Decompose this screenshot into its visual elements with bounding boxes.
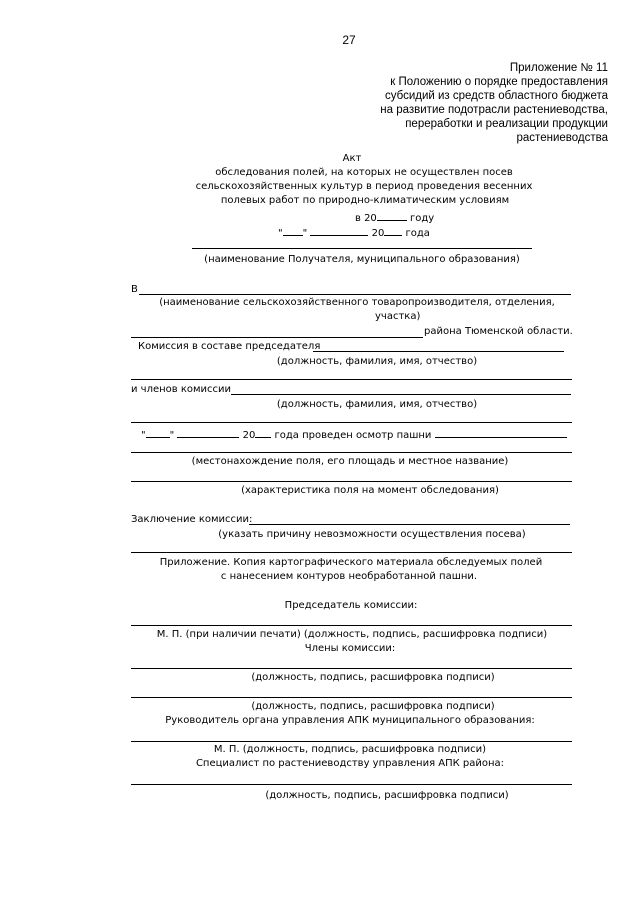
date-year-prefix: 20 <box>371 228 385 239</box>
act-year-prefix: в 20 <box>355 213 377 224</box>
conclusion-line[interactable] <box>249 524 570 525</box>
chairman-signature-line[interactable] <box>131 625 572 626</box>
members-label-2: Члены комиссии: <box>304 643 396 654</box>
recipient-line[interactable] <box>192 248 532 249</box>
chairman-name-line[interactable] <box>313 351 564 352</box>
quote-open: " <box>278 228 283 239</box>
quote-open: " <box>141 430 146 441</box>
attachment-text: с нанесением контуров необработанной пашни. <box>220 571 478 582</box>
inspection-line <box>141 427 567 442</box>
chairman-caption: М. П. (при наличии печати) (должность, подпись, расшифровка подписи) <box>156 629 548 640</box>
producer-caption: (наименование сельскохозяйственного товаропроизводителя, отделения, <box>159 297 555 308</box>
member-caption: (должность, подпись, расшифровка подписи) <box>251 701 495 712</box>
members-extra-line[interactable] <box>131 422 572 423</box>
apk-head-caption: М. П. (должность, подпись, расшифровка подписи) <box>213 744 487 755</box>
member-signature-line[interactable] <box>131 668 572 669</box>
date-year-suffix: года <box>405 228 430 239</box>
arable-land-blank[interactable] <box>435 427 567 438</box>
date-year-blank[interactable] <box>384 225 402 236</box>
v-prefix: В <box>131 284 138 295</box>
act-year-suffix: году <box>409 213 435 224</box>
specialist-label: Специалист по растениеводству управления АПК района: <box>195 758 505 769</box>
year-blank[interactable] <box>377 210 407 221</box>
inspection-year-blank[interactable] <box>255 427 271 438</box>
inspection-month-blank[interactable] <box>177 427 239 438</box>
producer-caption: участка) <box>375 311 421 322</box>
field-line[interactable] <box>131 481 572 482</box>
apk-head-signature-line[interactable] <box>131 741 572 742</box>
members-line[interactable] <box>231 394 571 395</box>
month-blank[interactable] <box>310 225 368 236</box>
position-caption: (должность, фамилия, имя, отчество) <box>276 356 478 367</box>
act-heading-line: сельскохозяйственных культур в период проведения весенних <box>195 181 533 192</box>
member-signature-line[interactable] <box>131 697 572 698</box>
quote-close: " <box>302 228 308 239</box>
commission-label: Комиссия в составе председателя <box>138 341 321 352</box>
act-title: Акт <box>342 153 362 164</box>
location-line[interactable] <box>131 452 572 453</box>
reason-line[interactable] <box>131 552 572 553</box>
page-number: 27 <box>342 33 356 47</box>
district-text: района Тюменской области. <box>424 326 573 337</box>
act-date-line <box>278 225 430 240</box>
conclusion-label: Заключение комиссии: <box>131 514 253 525</box>
appendix-line: растениеводства <box>516 132 608 144</box>
commission-line[interactable] <box>131 379 572 380</box>
appendix-line: переработки и реализации продукции <box>405 118 608 130</box>
act-heading-line: полевых работ по природно-климатическим условиям <box>220 195 510 206</box>
members-label: и членов комиссии <box>131 384 232 395</box>
producer-line[interactable] <box>139 294 571 295</box>
appendix-line: субсидий из средств областного бюджета <box>384 90 608 102</box>
location-caption: (местонахождение поля, его площадь и местное название) <box>191 456 509 467</box>
recipient-caption: (наименование Получателя, муниципального образования) <box>204 254 520 265</box>
chairman-label: Председатель комиссии: <box>284 600 418 611</box>
district-line[interactable] <box>131 337 423 338</box>
inspection-day-blank[interactable] <box>146 427 170 438</box>
quote-close: " <box>169 430 175 441</box>
attachment-text: Приложение. Копия картографического материала обследуемых полей <box>159 557 543 568</box>
member-caption: (должность, подпись, расшифровка подписи) <box>251 672 495 683</box>
day-blank[interactable] <box>283 225 303 236</box>
act-heading-line: обследования полей, на которых не осуществлен посев <box>215 167 513 178</box>
appendix-line: на развитие подотрасли растениеводства, <box>380 104 608 116</box>
act-year-line <box>355 210 434 225</box>
appendix-title: Приложение № 11 <box>509 62 608 74</box>
position-caption: (должность, фамилия, имя, отчество) <box>276 399 478 410</box>
apk-head-label: Руководитель органа управления АПК муниципального образования: <box>165 715 535 726</box>
inspection-text: года проведен осмотр пашни <box>274 430 432 441</box>
field-caption: (характеристика поля на момент обследования) <box>241 485 499 496</box>
inspection-year-prefix: 20 <box>242 430 256 441</box>
reason-caption: (указать причину невозможности осуществления посева) <box>218 529 526 540</box>
appendix-line: к Положению о порядке предоставления <box>390 76 608 88</box>
specialist-signature-line[interactable] <box>131 784 572 785</box>
specialist-caption: (должность, подпись, расшифровка подписи) <box>265 790 509 801</box>
